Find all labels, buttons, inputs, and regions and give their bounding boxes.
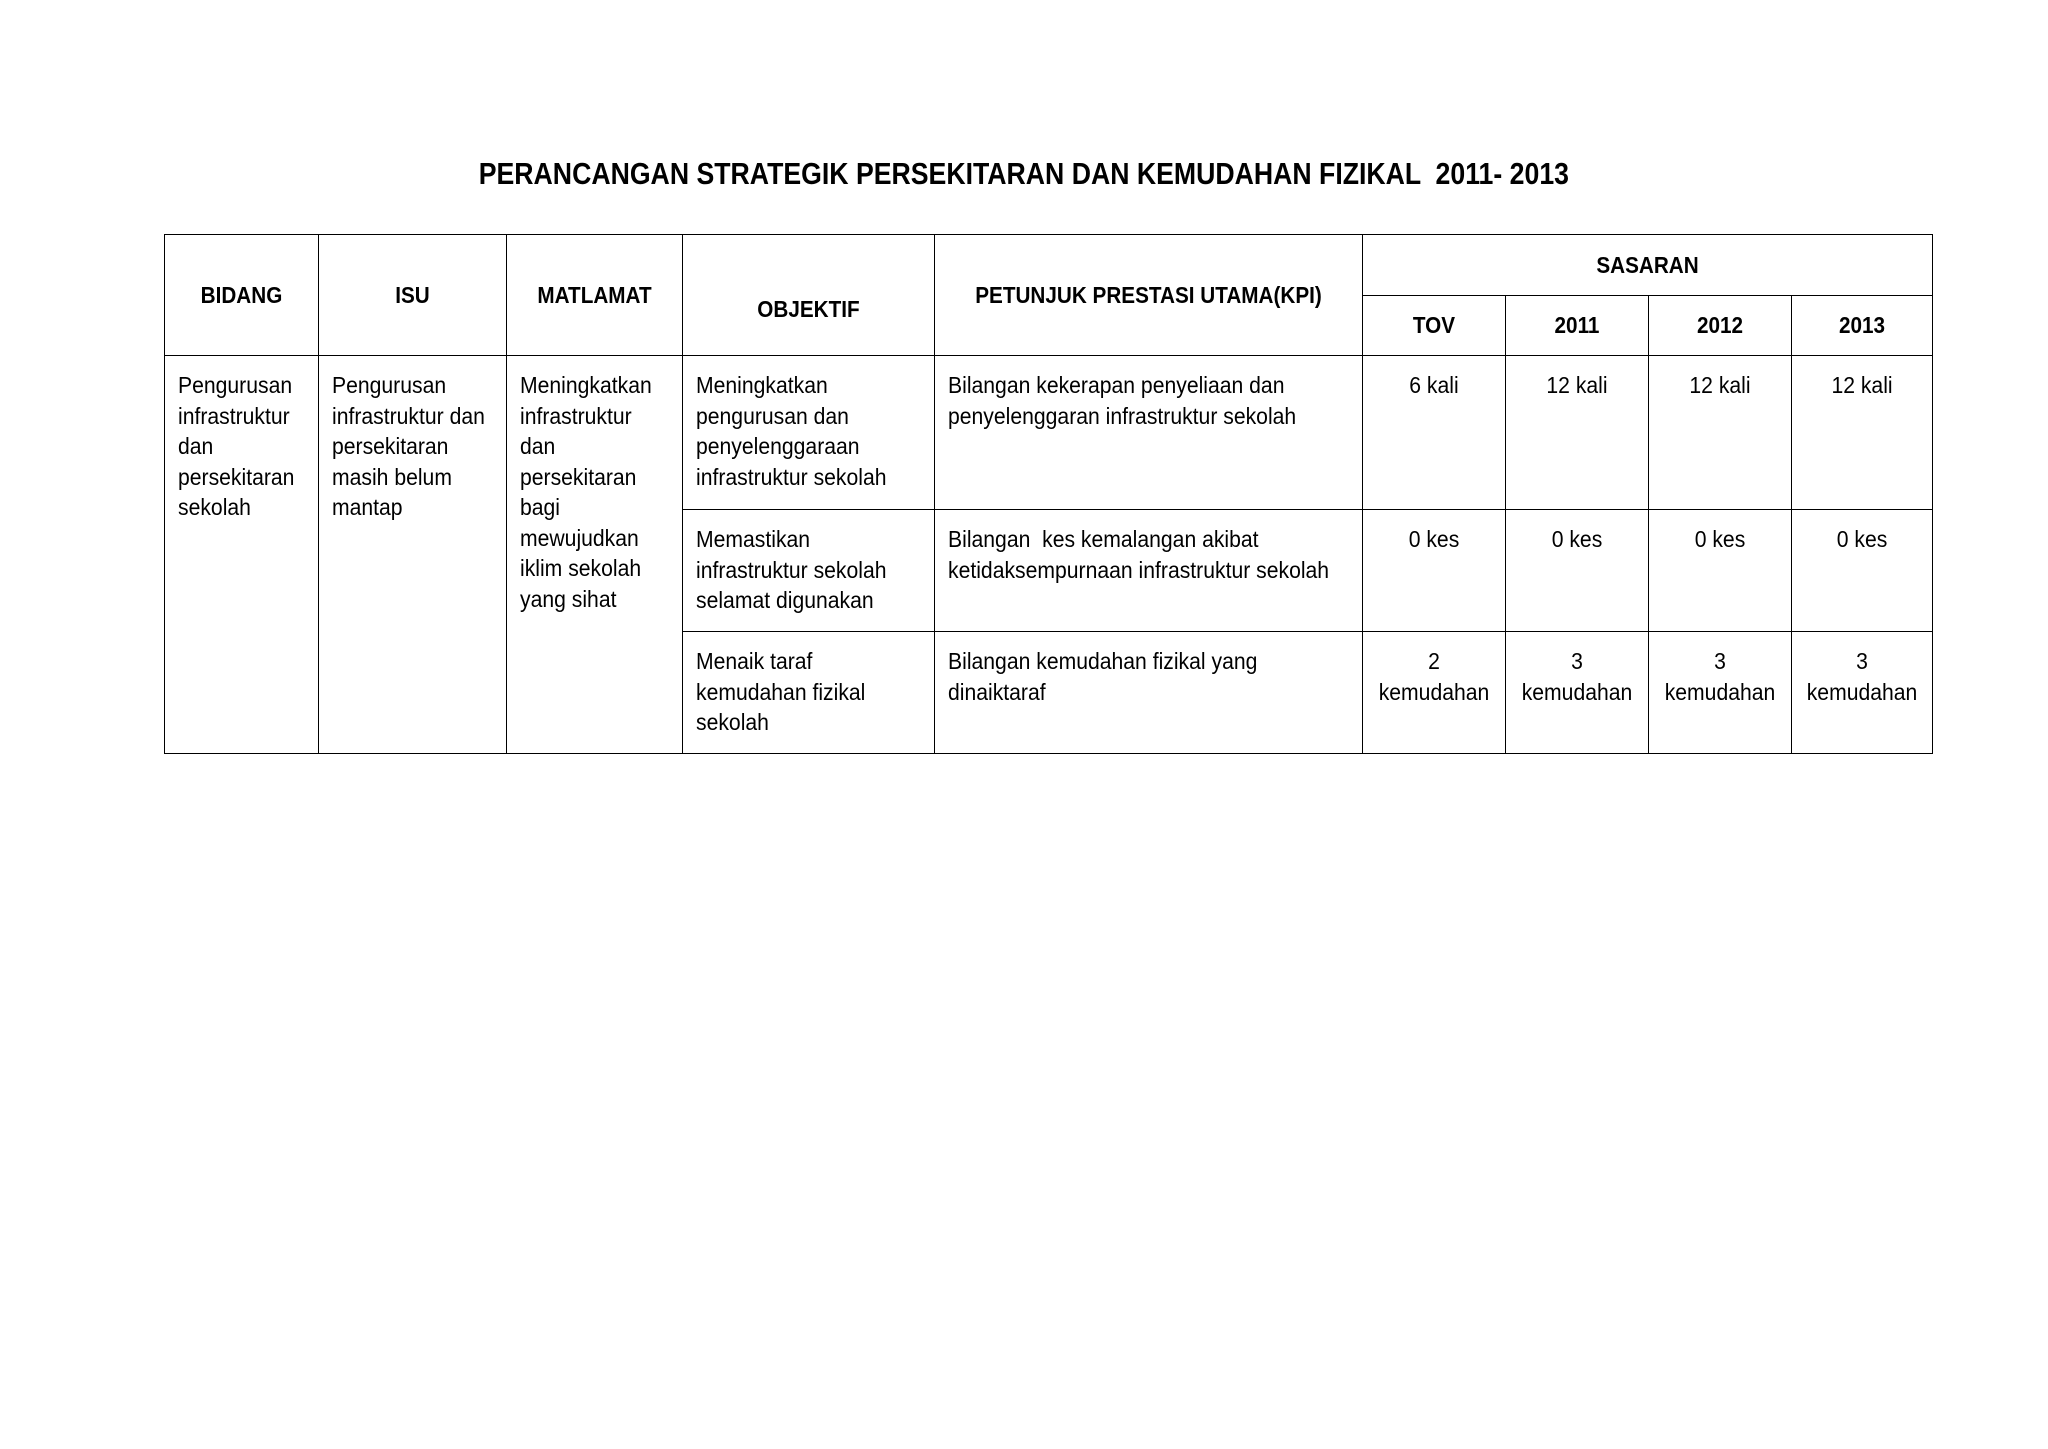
header-row-top <box>165 235 1933 296</box>
header-kpi: PETUNJUK PRESTASI UTAMA(KPI) <box>935 235 1363 356</box>
header-2012: 2012 <box>1649 296 1792 356</box>
header-sasaran: SASARAN <box>1363 235 1933 296</box>
header-isu: ISU <box>319 235 507 356</box>
table-row <box>165 356 1933 510</box>
cell-objektif: Meningkatkan pengurusan dan penyelenggaraan infrastruktur sekolah <box>683 356 935 510</box>
cell-tov: 2 kemudahan <box>1363 632 1506 754</box>
cell-2013: 0 kes <box>1792 510 1933 632</box>
cell-2011: 12 kali <box>1506 356 1649 510</box>
header-2011: 2011 <box>1506 296 1649 356</box>
cell-bidang: Pengurusan infrastruktur dan persekitaran sekolah <box>165 356 319 754</box>
header-objektif: OBJEKTIF <box>683 235 935 356</box>
cell-objektif: Memastikan infrastruktur sekolah selamat digunakan <box>683 510 935 632</box>
cell-kpi: Bilangan kes kemalangan akibat ketidaksempurnaan infrastruktur sekolah <box>935 510 1363 632</box>
cell-isu: Pengurusan infrastruktur dan persekitaran masih belum mantap <box>319 356 507 754</box>
cell-matlamat: Meningkatkan infrastruktur dan persekitaran bagi mewujudkan iklim sekolah yang sihat <box>507 356 683 754</box>
header-2013: 2013 <box>1792 296 1933 356</box>
header-tov: TOV <box>1363 296 1506 356</box>
cell-2012: 0 kes <box>1649 510 1792 632</box>
cell-2012: 12 kali <box>1649 356 1792 510</box>
document-title: PERANCANGAN STRATEGIK PERSEKITARAN DAN KEMUDAHAN FIZIKAL 2011- 2013 <box>478 156 1569 191</box>
header-bidang: BIDANG <box>165 235 319 356</box>
cell-objektif: Menaik taraf kemudahan fizikal sekolah <box>683 632 935 754</box>
strategic-plan-table <box>164 234 1933 754</box>
header-matlamat: MATLAMAT <box>507 235 683 356</box>
cell-2012: 3 kemudahan <box>1649 632 1792 754</box>
cell-2013: 3 kemudahan <box>1792 632 1933 754</box>
cell-kpi: Bilangan kekerapan penyeliaan dan penyelenggaran infrastruktur sekolah <box>935 356 1363 510</box>
cell-2011: 0 kes <box>1506 510 1649 632</box>
cell-2011: 3 kemudahan <box>1506 632 1649 754</box>
cell-tov: 0 kes <box>1363 510 1506 632</box>
cell-2013: 12 kali <box>1792 356 1933 510</box>
cell-kpi: Bilangan kemudahan fizikal yang dinaiktaraf <box>935 632 1363 754</box>
cell-tov: 6 kali <box>1363 356 1506 510</box>
